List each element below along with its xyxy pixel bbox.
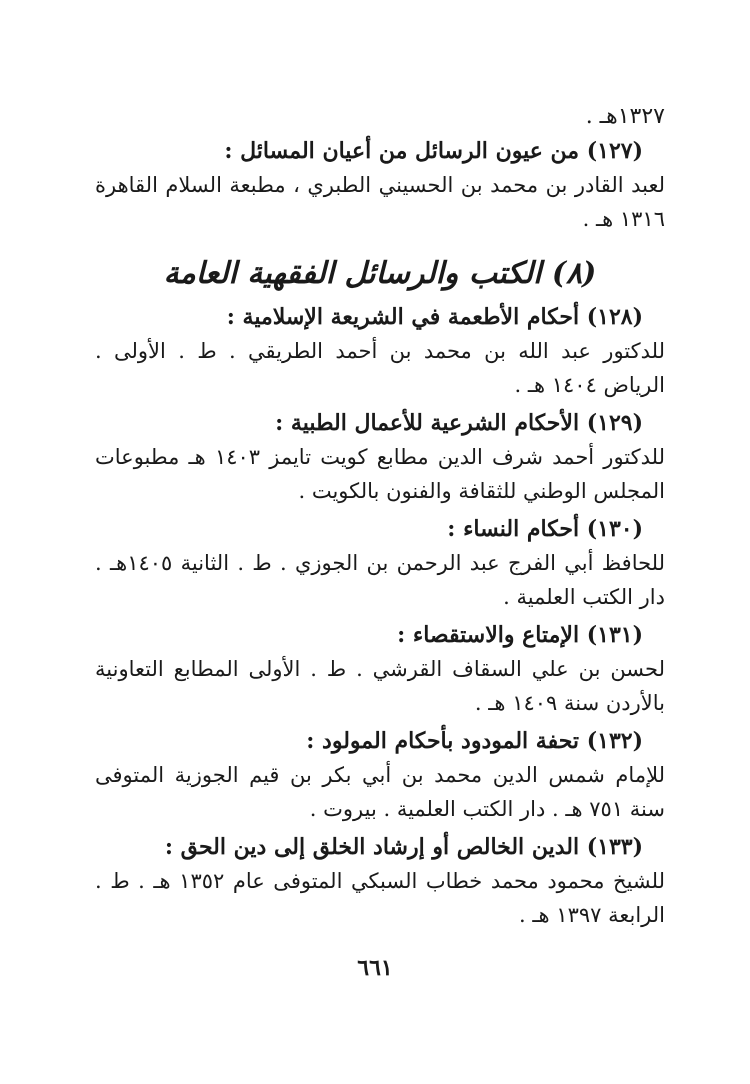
entry-body: للحافظ أبي الفرج عبد الرحمن بن الجوزي . ط . الثانية ١٤٠٥هـ . دار الكتب العلمية . bbox=[95, 551, 666, 609]
entry-title: (١٢٨) أحكام الأطعمة في الشريعة الإسلامية : bbox=[226, 304, 643, 330]
entry-title: (١٣١) الإمتاع والاستقصاء : bbox=[397, 622, 643, 648]
bibliography-entry-133 bbox=[95, 830, 665, 932]
entry-body: للدكتور أحمد شرف الدين مطابع كويت تايمز ١٤٠٣ هـ مطبوعات المجلس الوطني للثقافة والفنون بالكويت . bbox=[95, 445, 666, 503]
bibliography-entry-129 bbox=[95, 406, 665, 508]
entry-body: للإمام شمس الدين محمد بن أبي بكر بن قيم الجوزية المتوفى سنة ٧٥١ هـ . دار الكتب العلمية . بيروت . bbox=[95, 763, 665, 821]
entry-title: (١٣٠) أحكام النساء : bbox=[447, 516, 643, 542]
entry-title: (١٣٣) الدين الخالص أو إرشاد الخلق إلى دين الحق : bbox=[164, 834, 643, 860]
entry-title: (١٣٢) تحفة المودود بأحكام المولود : bbox=[306, 728, 643, 754]
page-number: ٦٦١ bbox=[357, 955, 393, 981]
entry-body: لحسن بن علي السقاف القرشي . ط . الأولى المطابع التعاونية بالأردن سنة ١٤٠٩ هـ . bbox=[95, 657, 665, 715]
section-heading: (٨) الكتب والرسائل الفقهية العامة bbox=[163, 256, 597, 291]
bibliography-entry-132 bbox=[95, 724, 665, 826]
page-content bbox=[95, 100, 665, 936]
entry-body: لعبد القادر بن محمد بن الحسيني الطبري ، مطبعة السلام القاهرة ١٣١٦ هـ . bbox=[95, 173, 665, 231]
bibliography-entry-130 bbox=[95, 512, 665, 614]
bibliography-entry-127 bbox=[95, 134, 665, 236]
entry-title: (١٢٧) من عيون الرسائل من أعيان المسائل : bbox=[224, 138, 643, 164]
bibliography-entry-128 bbox=[95, 300, 665, 402]
entry-body: للدكتور عبد الله بن محمد بن أحمد الطريقي . ط . الأولى . الرياض ١٤٠٤ هـ . bbox=[95, 339, 665, 397]
bibliography-entry-131 bbox=[95, 618, 665, 720]
entry-body: للشيخ محمود محمد خطاب السبكي المتوفى عام ١٣٥٢ هـ . ط . الرابعة ١٣٩٧ هـ . bbox=[95, 869, 665, 927]
entry-title: (١٢٩) الأحكام الشرعية للأعمال الطبية : bbox=[275, 410, 643, 436]
continuation-line: ١٣٢٧هـ . bbox=[585, 104, 665, 129]
